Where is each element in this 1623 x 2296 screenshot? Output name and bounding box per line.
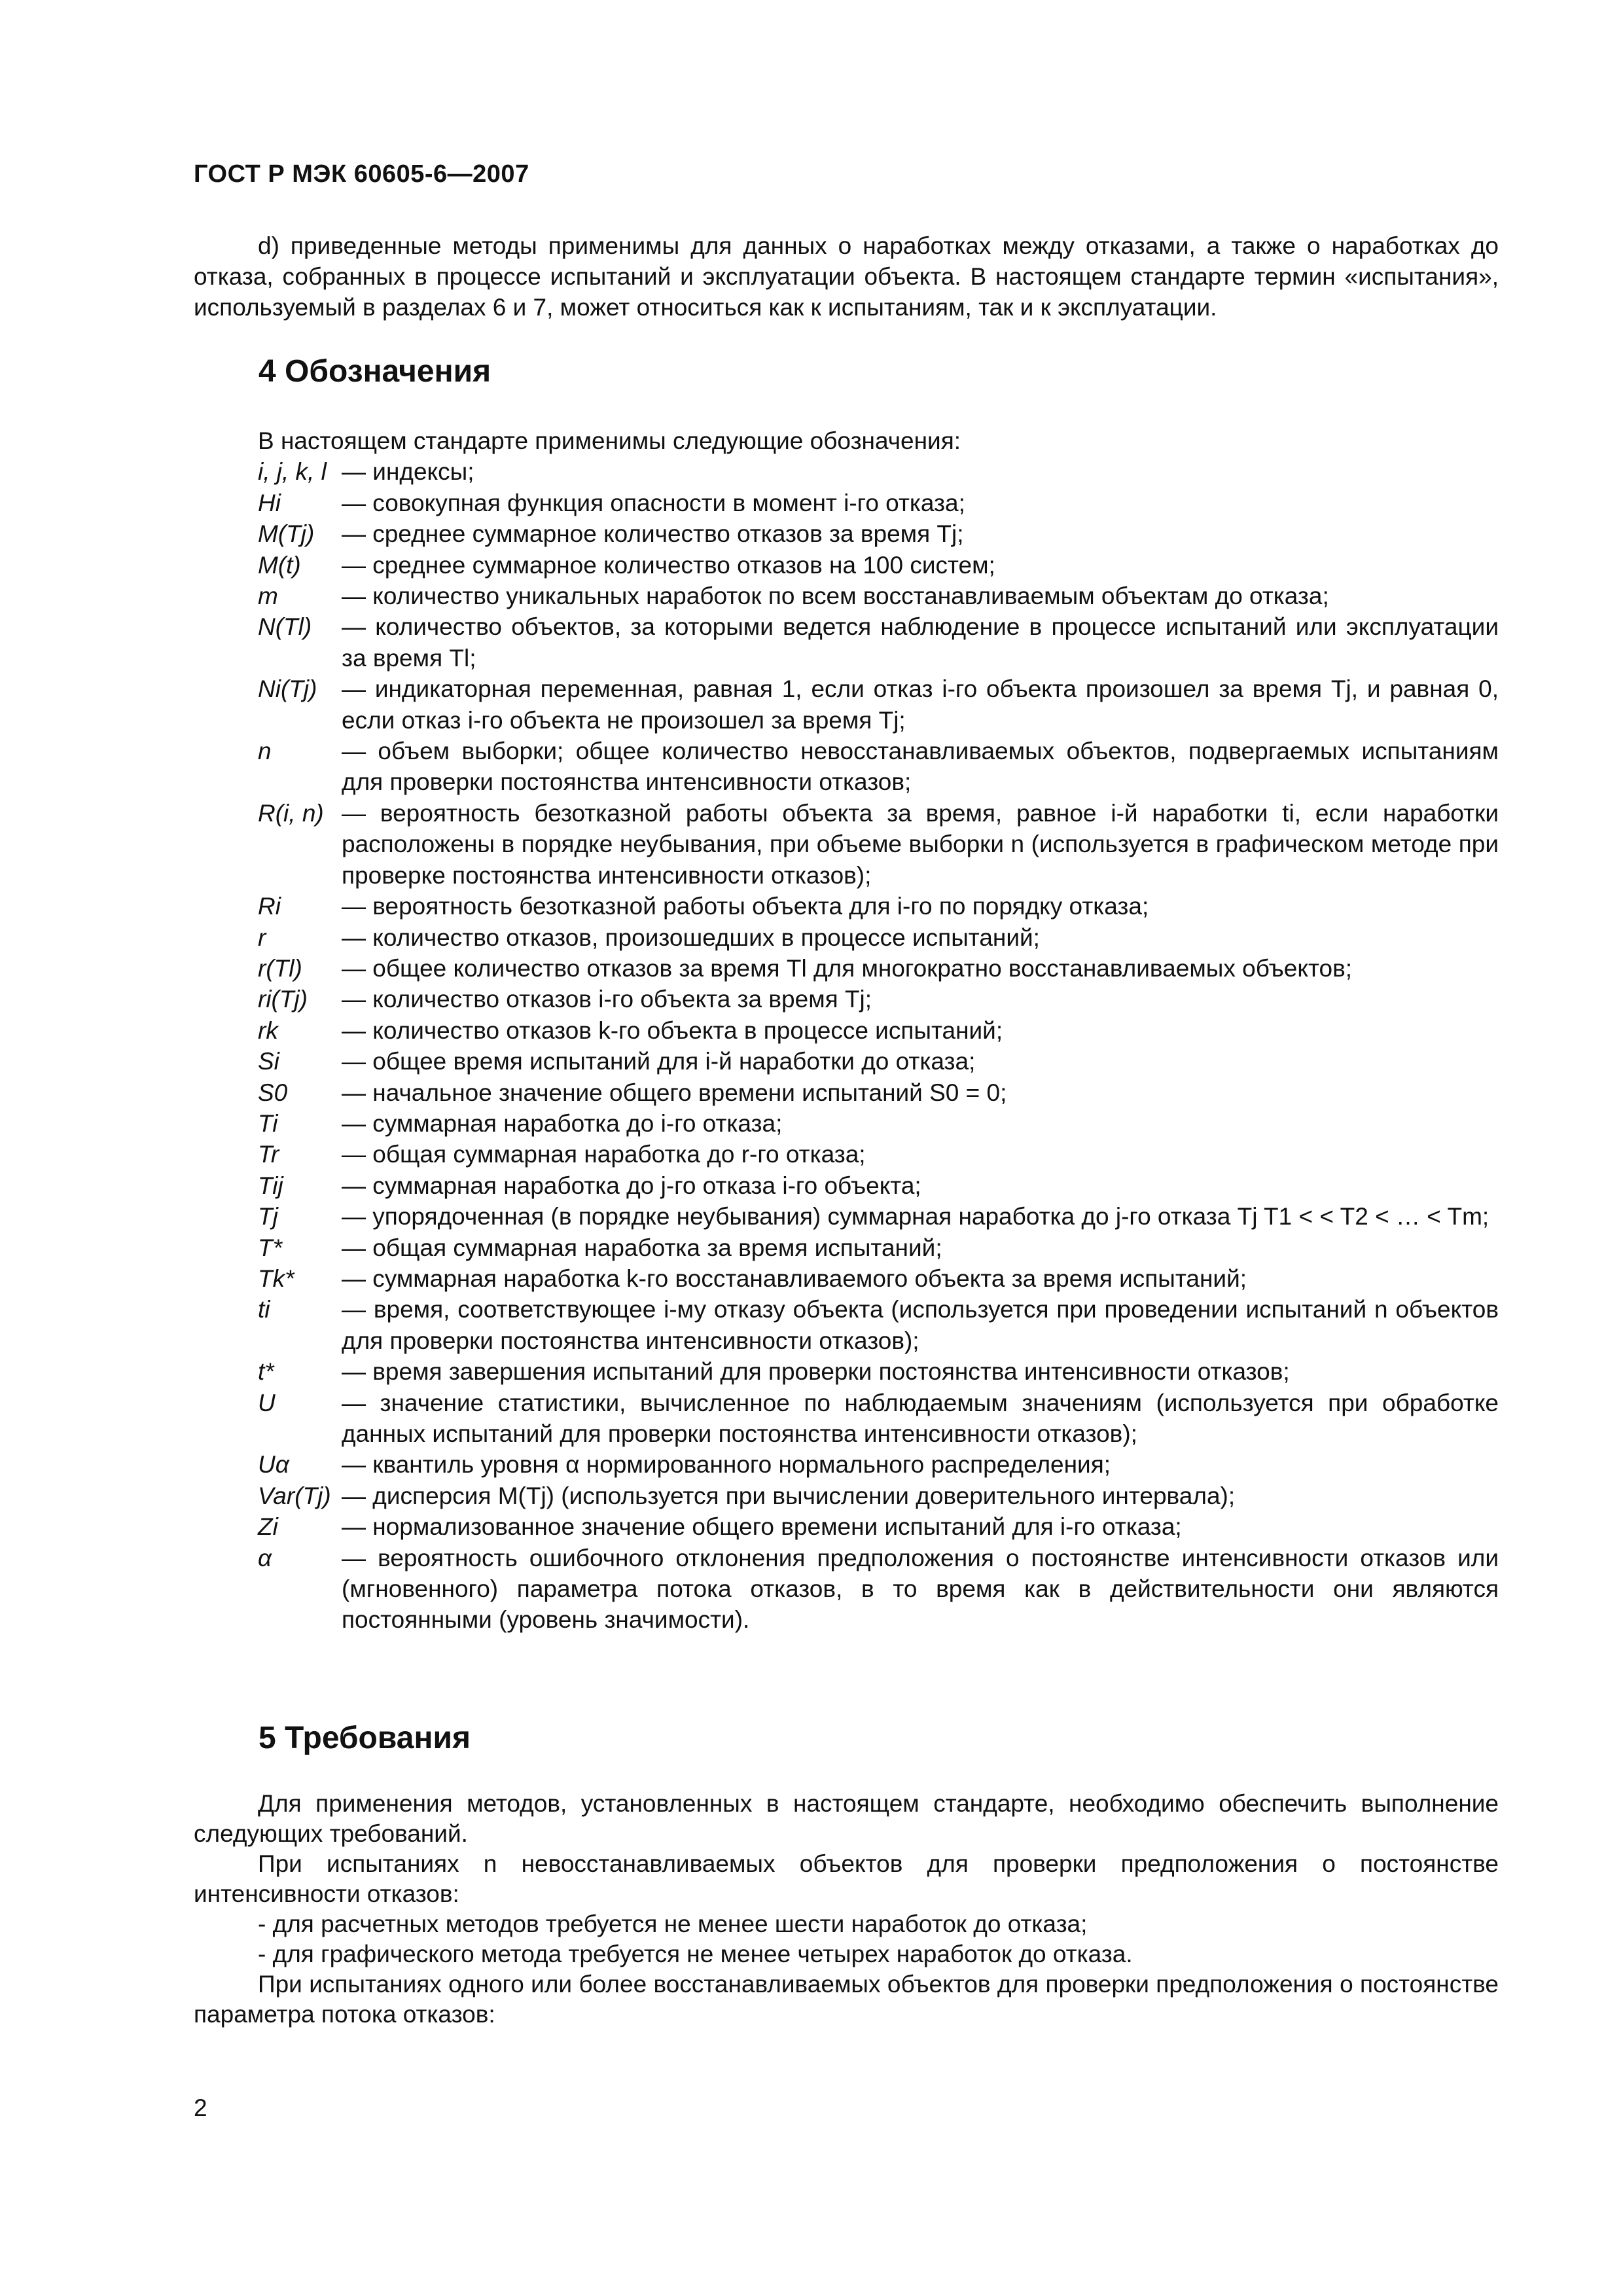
symbol-term: Tk* xyxy=(258,1265,294,1292)
symbol-definition: — количество отказов, произошедших в процессе испытаний; xyxy=(342,924,1040,951)
symbol-row xyxy=(258,1449,1499,1480)
requirements-paragraph-2: При испытаниях n невосстанавливаемых объектов для проверки предположения о постоянстве интенсивности отказов: xyxy=(194,1850,1499,1907)
symbol-row xyxy=(258,984,1499,1014)
symbol-term: U xyxy=(258,1389,276,1416)
symbol-term: Zi xyxy=(258,1513,278,1541)
symbol-row xyxy=(258,1511,1499,1542)
symbol-definition: — индикаторная переменная, равная 1, если отказ i-го объекта произошел за время Tj, и равная 0, если отказ i-го объекта не произошел за время Tj; xyxy=(342,675,1499,734)
symbol-definition: — общее количество отказов за время Tl для многократно восстанавливаемых объектов; xyxy=(342,954,1353,982)
symbol-definition: — упорядоченная (в порядке неубывания) суммарная наработка до j-го отказа Tj T1 < < T2 < … < Tm; xyxy=(342,1203,1489,1230)
page-number: 2 xyxy=(194,2094,207,2121)
symbol-term: M(Tj) xyxy=(258,520,315,548)
symbol-row xyxy=(258,673,1499,736)
symbol-row xyxy=(258,1108,1499,1139)
symbol-definition: — время, соответствующее i-му отказу объекта (используется при проведении испытаний n объектов для проверки постоянства интенсивности отказов); xyxy=(342,1296,1499,1354)
symbol-term: Tij xyxy=(258,1172,283,1199)
symbol-row xyxy=(258,456,1499,487)
symbol-row xyxy=(258,581,1499,611)
symbol-definition: — вероятность безотказной работы объекта за время, равное i-й наработки ti, если наработки расположены в порядке неубывания, при объеме выборки n (используется в графическом методе при проверке постоянства интенсивности отказов); xyxy=(342,799,1499,889)
symbol-definition: — суммарная наработка k-го восстанавливаемого объекта за время испытаний; xyxy=(342,1265,1247,1292)
symbol-definition: — нормализованное значение общего времени испытаний для i-го отказа; xyxy=(342,1513,1182,1541)
symbol-definition: — общее время испытаний для i-й наработки до отказа; xyxy=(342,1048,976,1075)
symbol-term: ri(Tj) xyxy=(258,986,308,1013)
symbol-row xyxy=(258,488,1499,518)
symbol-definition: — суммарная наработка до i-го отказа; xyxy=(342,1109,783,1137)
symbol-definition: — дисперсия M(Tj) (используется при вычислении доверительного интервала); xyxy=(342,1482,1236,1509)
symbol-definition: — общая суммарная наработка за время испытаний; xyxy=(342,1234,942,1261)
symbol-term: R(i, n) xyxy=(258,799,324,827)
symbol-definition: — вероятность безотказной работы объекта для i-го по порядку отказа; xyxy=(342,893,1149,920)
symbol-definition: — объем выборки; общее количество невосстанавливаемых объектов, подвергаемых испытаниям для проверки постоянства интенсивности отказов; xyxy=(342,738,1499,796)
symbol-row xyxy=(258,953,1499,984)
symbol-term: n xyxy=(258,738,272,765)
document-code-header: ГОСТ Р МЭК 60605-6—2007 xyxy=(194,160,529,188)
symbol-term: Ni(Tj) xyxy=(258,675,317,703)
symbol-row xyxy=(258,922,1499,953)
symbol-row xyxy=(258,1077,1499,1108)
symbol-term: r xyxy=(258,924,266,951)
symbol-row xyxy=(258,518,1499,549)
symbol-definition: — количество уникальных наработок по всем восстанавливаемым объектам до отказа; xyxy=(342,583,1329,610)
symbol-term: ti xyxy=(258,1296,270,1323)
symbol-row xyxy=(258,611,1499,673)
symbol-definition: — количество отказов k-го объекта в процессе испытаний; xyxy=(342,1016,1003,1044)
requirements-paragraph-3: При испытаниях одного или более восстанавливаемых объектов для проверки предположения о постоянстве параметра потока отказов: xyxy=(194,1971,1499,2028)
section-4-title: 4 Обозначения xyxy=(259,354,491,389)
symbol-term: rk xyxy=(258,1016,278,1044)
symbol-term: Ti xyxy=(258,1109,278,1137)
symbol-term: N(Tl) xyxy=(258,613,312,641)
symbol-definition: — вероятность ошибочного отклонения предположения о постоянстве интенсивности отказов или (мгновенного) параметра потока отказов, в то время как в действительности они являются постоянными (уровень значимости). xyxy=(342,1544,1499,1634)
symbol-definition: — суммарная наработка до j-го отказа i-го объекта; xyxy=(342,1172,921,1199)
symbol-term: α xyxy=(258,1544,272,1571)
requirements-list-item-1: - для расчетных методов требуется не менее шести наработок до отказа; xyxy=(258,1910,1088,1937)
symbol-row xyxy=(258,1139,1499,1170)
requirements-paragraph-1: Для применения методов, установленных в настоящем стандарте, необходимо обеспечить выполнение следующих требований. xyxy=(194,1790,1499,1847)
symbol-row xyxy=(258,1015,1499,1046)
symbol-row xyxy=(258,1388,1499,1450)
symbols-list xyxy=(258,425,1499,1636)
symbol-definition: — среднее суммарное количество отказов на 100 систем; xyxy=(342,551,995,579)
symbol-definition: — значение статистики, вычисленное по наблюдаемым значениям (используется при обработке данных испытаний для проверки постоянства интенсивности отказов); xyxy=(342,1389,1499,1447)
symbol-term: Tj xyxy=(258,1203,278,1230)
symbols-intro: В настоящем стандарте применимы следующие обозначения: xyxy=(258,427,961,454)
symbol-row xyxy=(258,736,1499,798)
symbol-row xyxy=(258,798,1499,891)
symbol-row xyxy=(258,1543,1499,1636)
symbol-term: Tr xyxy=(258,1141,279,1168)
symbol-term: S0 xyxy=(258,1079,288,1106)
symbol-row xyxy=(258,1263,1499,1294)
symbol-term: t* xyxy=(258,1358,274,1386)
symbol-definition: — время завершения испытаний для проверки постоянства интенсивности отказов; xyxy=(342,1358,1290,1386)
symbol-term: Si xyxy=(258,1048,279,1075)
symbol-term: T* xyxy=(258,1234,282,1261)
symbol-term: Uα xyxy=(258,1451,289,1479)
symbol-definition: — квантиль уровня α нормированного нормального распределения; xyxy=(342,1451,1111,1479)
symbol-row xyxy=(258,1356,1499,1387)
symbol-row xyxy=(258,1170,1499,1201)
intro-paragraph: d) приведенные методы применимы для данных о наработках между отказами, а также о наработках до отказа, собранных в процессе испытаний и эксплуатации объекта. В настоящем стандарте термин «испытания», используемый в разделах 6 и 7, может относиться как к испытаниям, так и к эксплуатации. xyxy=(194,232,1499,321)
section-5-title: 5 Требования xyxy=(259,1721,471,1755)
symbol-definition: — начальное значение общего времени испытаний S0 = 0; xyxy=(342,1079,1007,1106)
symbol-definition: — количество объектов, за которыми ведется наблюдение в процессе испытаний или эксплуатации за время Tl; xyxy=(342,613,1499,672)
symbol-term: Ri xyxy=(258,893,281,920)
symbol-definition: — совокупная функция опасности в момент i-го отказа; xyxy=(342,489,965,516)
symbol-term: i, j, k, l xyxy=(258,458,327,486)
symbol-definition: — общая суммарная наработка до r-го отказа; xyxy=(342,1141,866,1168)
symbol-row xyxy=(258,891,1499,922)
symbol-definition: — среднее суммарное количество отказов за время Tj; xyxy=(342,520,964,548)
symbol-row xyxy=(258,550,1499,581)
symbol-row xyxy=(258,1294,1499,1356)
symbol-row xyxy=(258,1201,1499,1232)
symbol-term: M(t) xyxy=(258,551,301,579)
requirements-body xyxy=(194,1789,1499,2030)
symbol-definition: — количество отказов i-го объекта за время Tj; xyxy=(342,986,872,1013)
symbol-term: m xyxy=(258,583,278,610)
symbol-row xyxy=(258,1046,1499,1077)
symbol-row xyxy=(258,1232,1499,1263)
requirements-list-item-2: - для графического метода требуется не менее четырех наработок до отказа. xyxy=(258,1941,1133,1967)
symbol-definition: — индексы; xyxy=(342,458,474,486)
symbol-term: Var(Tj) xyxy=(258,1482,331,1509)
symbol-row xyxy=(258,1480,1499,1511)
symbol-term: Hi xyxy=(258,489,281,516)
symbol-term: r(Tl) xyxy=(258,954,302,982)
symbols-rows xyxy=(258,456,1499,1635)
